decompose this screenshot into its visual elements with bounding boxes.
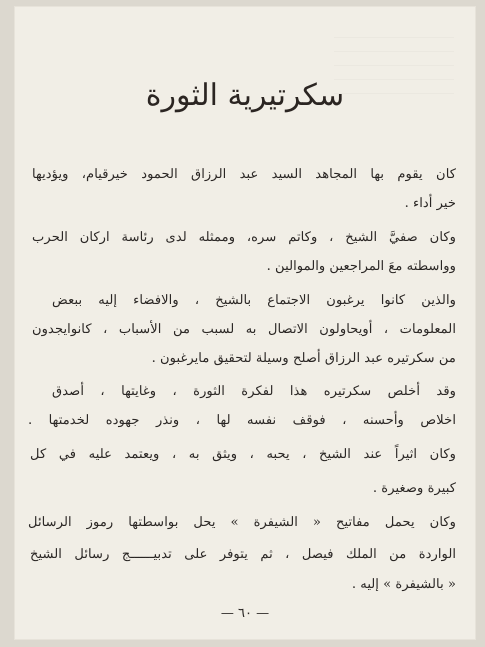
text-line: الواردة من الملك فيصل ، ثم يتوفر على تدبيــــــج رسائل الشيخ (30, 547, 456, 562)
text-line: كبيرة وصغيرة . (372, 481, 456, 496)
text-line: « بالشيفرة » إليه . (351, 577, 456, 592)
text-line: المعلومات ، أويحاولون الاتصال به لسبب من الأسباب ، كانوايجدون (32, 322, 456, 337)
text-line: وكان اثيراً عند الشيخ ، يحبه ، ويثق به ، ويعتمد عليه في كل (30, 447, 456, 462)
text-line: خير أداء . (404, 196, 456, 211)
page-title: سكرتيرية الثورة (145, 78, 345, 113)
text-line: وقد أخلص سكرتيره هذا لفكرة الثورة ، وغايتها ، أصدق (52, 384, 456, 399)
text-line: من سكرتيره عبد الرزاق أصلح وسيلة لتحقيق مايرغبون . (151, 351, 456, 366)
text-line: اخلاص وأحسنه ، فوقف نفسه لها ، ونذر جهوده لخدمتها . (28, 413, 456, 428)
text-line: كان يقوم بها المجاهد السيد عبد الرزاق الحمود خيرقيام، ويؤديها (32, 167, 456, 182)
text-line: وواسطته معَ المراجعين والموالين . (266, 259, 456, 274)
book-page (14, 6, 476, 640)
text-line: وكان يحمل مفاتيح « الشيفرة » يحل بواسطتها رموز الرسائل (28, 515, 456, 530)
page-number: — ٦٠ — (220, 606, 270, 621)
text-line: والذين كانوا يرغبون الاجتماع بالشيخ ، والافضاء إليه ببعض (52, 293, 456, 308)
text-line: وكان صفيَّ الشيخ ، وكاتم سره، وممثله لدى رئاسة اركان الحرب (32, 230, 456, 245)
